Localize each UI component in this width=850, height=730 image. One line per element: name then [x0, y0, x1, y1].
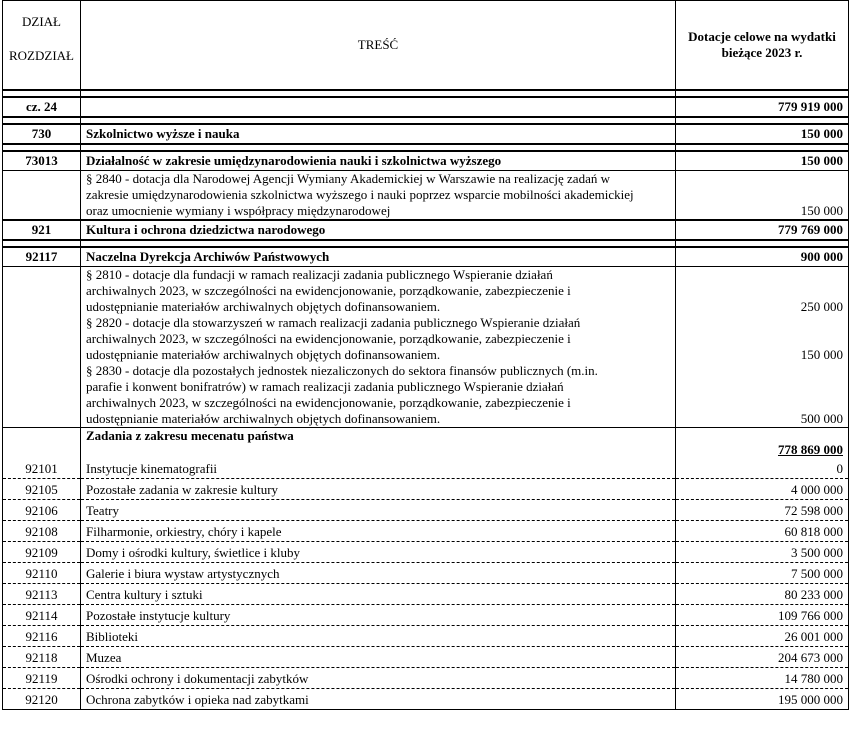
- rozdzial-92117-code: 92117: [3, 247, 81, 267]
- item-code: 92101: [3, 458, 81, 479]
- item-code: 92108: [3, 521, 81, 542]
- table-row: [3, 605, 849, 626]
- paragraph-row: [3, 171, 849, 221]
- item-name: Galerie i biura wystaw artystycznych: [81, 563, 676, 584]
- paragraph-row: [3, 315, 849, 363]
- dzial-730-row: [3, 124, 849, 144]
- dzial-921-name: Kultura i ochrona dziedzictwa narodowego: [81, 220, 676, 240]
- part-code: cz. 24: [3, 97, 81, 117]
- item-amount: 26 001 000: [676, 626, 849, 647]
- paragraph-2810-amount: 250 000: [676, 267, 849, 316]
- part-amount: 779 919 000: [676, 97, 849, 117]
- paragraph-line: § 2830 - dotacje dla pozostałych jednostek niezaliczonych do sektora finansów publicznych (m.in.: [86, 363, 598, 378]
- rozdzial-73013-name: Działalność w zakresie umiędzynarodowienia nauki i szkolnictwa wyższego: [81, 151, 676, 171]
- paragraph-line: oraz umocnienie wymiany i współpracy międzynarodowej: [86, 203, 391, 218]
- mecenat-name: Zadania z zakresu mecenatu państwa: [81, 428, 676, 459]
- item-code: 92114: [3, 605, 81, 626]
- paragraph-2820-text: [81, 315, 676, 363]
- item-code: 92109: [3, 542, 81, 563]
- table-row: [3, 458, 849, 479]
- rozdzial-92117-name: Naczelna Dyrekcja Archiwów Państwowych: [81, 247, 676, 267]
- item-amount: 3 500 000: [676, 542, 849, 563]
- part-row: [3, 97, 849, 117]
- table-row: [3, 668, 849, 689]
- item-code: 92105: [3, 479, 81, 500]
- item-amount: 60 818 000: [676, 521, 849, 542]
- item-name: Filharmonie, orkiestry, chóry i kapele: [81, 521, 676, 542]
- item-name: Ochrona zabytków i opieka nad zabytkami: [81, 689, 676, 710]
- item-name: Pozostałe zadania w zakresie kultury: [81, 479, 676, 500]
- item-name: Instytucje kinematografii: [81, 458, 676, 479]
- item-amount: 195 000 000: [676, 689, 849, 710]
- item-amount: 109 766 000: [676, 605, 849, 626]
- table-row: [3, 500, 849, 521]
- header-code-cell: [3, 1, 81, 91]
- header-content-label: TREŚĆ: [81, 1, 676, 91]
- item-amount: 14 780 000: [676, 668, 849, 689]
- item-name: Ośrodki ochrony i dokumentacji zabytków: [81, 668, 676, 689]
- dzial-921-amount: 779 769 000: [676, 220, 849, 240]
- rozdzial-92117-row: [3, 247, 849, 267]
- dzial-921-code: 921: [3, 220, 81, 240]
- rozdzial-73013-row: [3, 151, 849, 171]
- paragraph-line: zakresie umiędzynarodowienia szkolnictwa wyższego i nauki poprzez wsparcie mobilności akademickiej: [86, 187, 634, 202]
- header-amount-line2: bieżące 2023 r.: [721, 45, 803, 60]
- dzial-730-code: 730: [3, 124, 81, 144]
- rozdzial-73013-code: 73013: [3, 151, 81, 171]
- item-code: 92113: [3, 584, 81, 605]
- paragraph-line: parafie i konwent bonifratrów) w ramach realizacji zadania publicznego Wspieranie działań: [86, 379, 564, 394]
- paragraph-line: udostępnianie materiałów archiwalnych objętych dofinansowaniem.: [86, 347, 441, 362]
- budget-table: [2, 0, 849, 710]
- item-amount: 4 000 000: [676, 479, 849, 500]
- item-code: 92116: [3, 626, 81, 647]
- item-name: Pozostałe instytucje kultury: [81, 605, 676, 626]
- header-rozdzial-label: ROZDZIAŁ: [9, 48, 74, 63]
- table-row: [3, 584, 849, 605]
- item-amount: 7 500 000: [676, 563, 849, 584]
- paragraph-2820-amount: 150 000: [676, 315, 849, 363]
- item-name: Teatry: [81, 500, 676, 521]
- rozdzial-73013-amount: 150 000: [676, 151, 849, 171]
- table-row: [3, 521, 849, 542]
- item-code: 92119: [3, 668, 81, 689]
- item-amount: 0: [676, 458, 849, 479]
- dzial-730-amount: 150 000: [676, 124, 849, 144]
- paragraph-2810-text: [81, 267, 676, 316]
- item-code: 92110: [3, 563, 81, 584]
- paragraph-line: § 2840 - dotacja dla Narodowej Agencji Wymiany Akademickiej w Warszawie na realizację zadań w: [86, 171, 610, 186]
- paragraph-2830-text: [81, 363, 676, 428]
- paragraph-2830-amount: 500 000: [676, 363, 849, 428]
- paragraph-2840-text: [81, 171, 676, 221]
- header-dzial-label: DZIAŁ: [22, 14, 61, 29]
- paragraph-line: § 2810 - dotacje dla fundacji w ramach realizacji zadania publicznego Wspieranie działań: [86, 267, 553, 282]
- paragraph-row: [3, 363, 849, 428]
- item-code: 92118: [3, 647, 81, 668]
- item-amount: 80 233 000: [676, 584, 849, 605]
- header-amount-line1: Dotacje celowe na wydatki: [688, 29, 836, 44]
- paragraph-line: archiwalnych 2023, w szczególności na ewidencjonowanie, porządkowanie, zabezpieczenie i: [86, 331, 571, 346]
- paragraph-2840-amount: 150 000: [676, 171, 849, 221]
- dzial-921-row: [3, 220, 849, 240]
- paragraph-line: udostępnianie materiałów archiwalnych objętych dofinansowaniem.: [86, 411, 441, 426]
- table-row: [3, 647, 849, 668]
- rozdzial-92117-amount: 900 000: [676, 247, 849, 267]
- item-name: Muzea: [81, 647, 676, 668]
- mecenat-amount: 778 869 000: [778, 442, 843, 457]
- mecenat-amount-cell: [676, 428, 849, 459]
- paragraph-line: archiwalnych 2023, w szczególności na ewidencjonowanie, porządkowanie, zabezpieczenie i: [86, 395, 571, 410]
- dzial-730-name: Szkolnictwo wyższe i nauka: [81, 124, 676, 144]
- header-row: [3, 1, 849, 91]
- item-name: Centra kultury i sztuki: [81, 584, 676, 605]
- item-name: Biblioteki: [81, 626, 676, 647]
- item-code: 92120: [3, 689, 81, 710]
- paragraph-line: udostępnianie materiałów archiwalnych objętych dofinansowaniem.: [86, 299, 441, 314]
- item-code: 92106: [3, 500, 81, 521]
- mecenat-row: [3, 428, 849, 459]
- header-amount-cell: [676, 1, 849, 91]
- table-row: [3, 689, 849, 710]
- paragraph-line: § 2820 - dotacje dla stowarzyszeń w ramach realizacji zadania publicznego Wspieranie działań: [86, 315, 581, 330]
- table-row: [3, 563, 849, 584]
- item-name: Domy i ośrodki kultury, świetlice i kluby: [81, 542, 676, 563]
- paragraph-line: archiwalnych 2023, w szczególności na ewidencjonowanie, porządkowanie, zabezpieczenie i: [86, 283, 571, 298]
- table-row: [3, 626, 849, 647]
- table-row: [3, 542, 849, 563]
- item-amount: 72 598 000: [676, 500, 849, 521]
- table-row: [3, 479, 849, 500]
- paragraph-row: [3, 267, 849, 316]
- item-amount: 204 673 000: [676, 647, 849, 668]
